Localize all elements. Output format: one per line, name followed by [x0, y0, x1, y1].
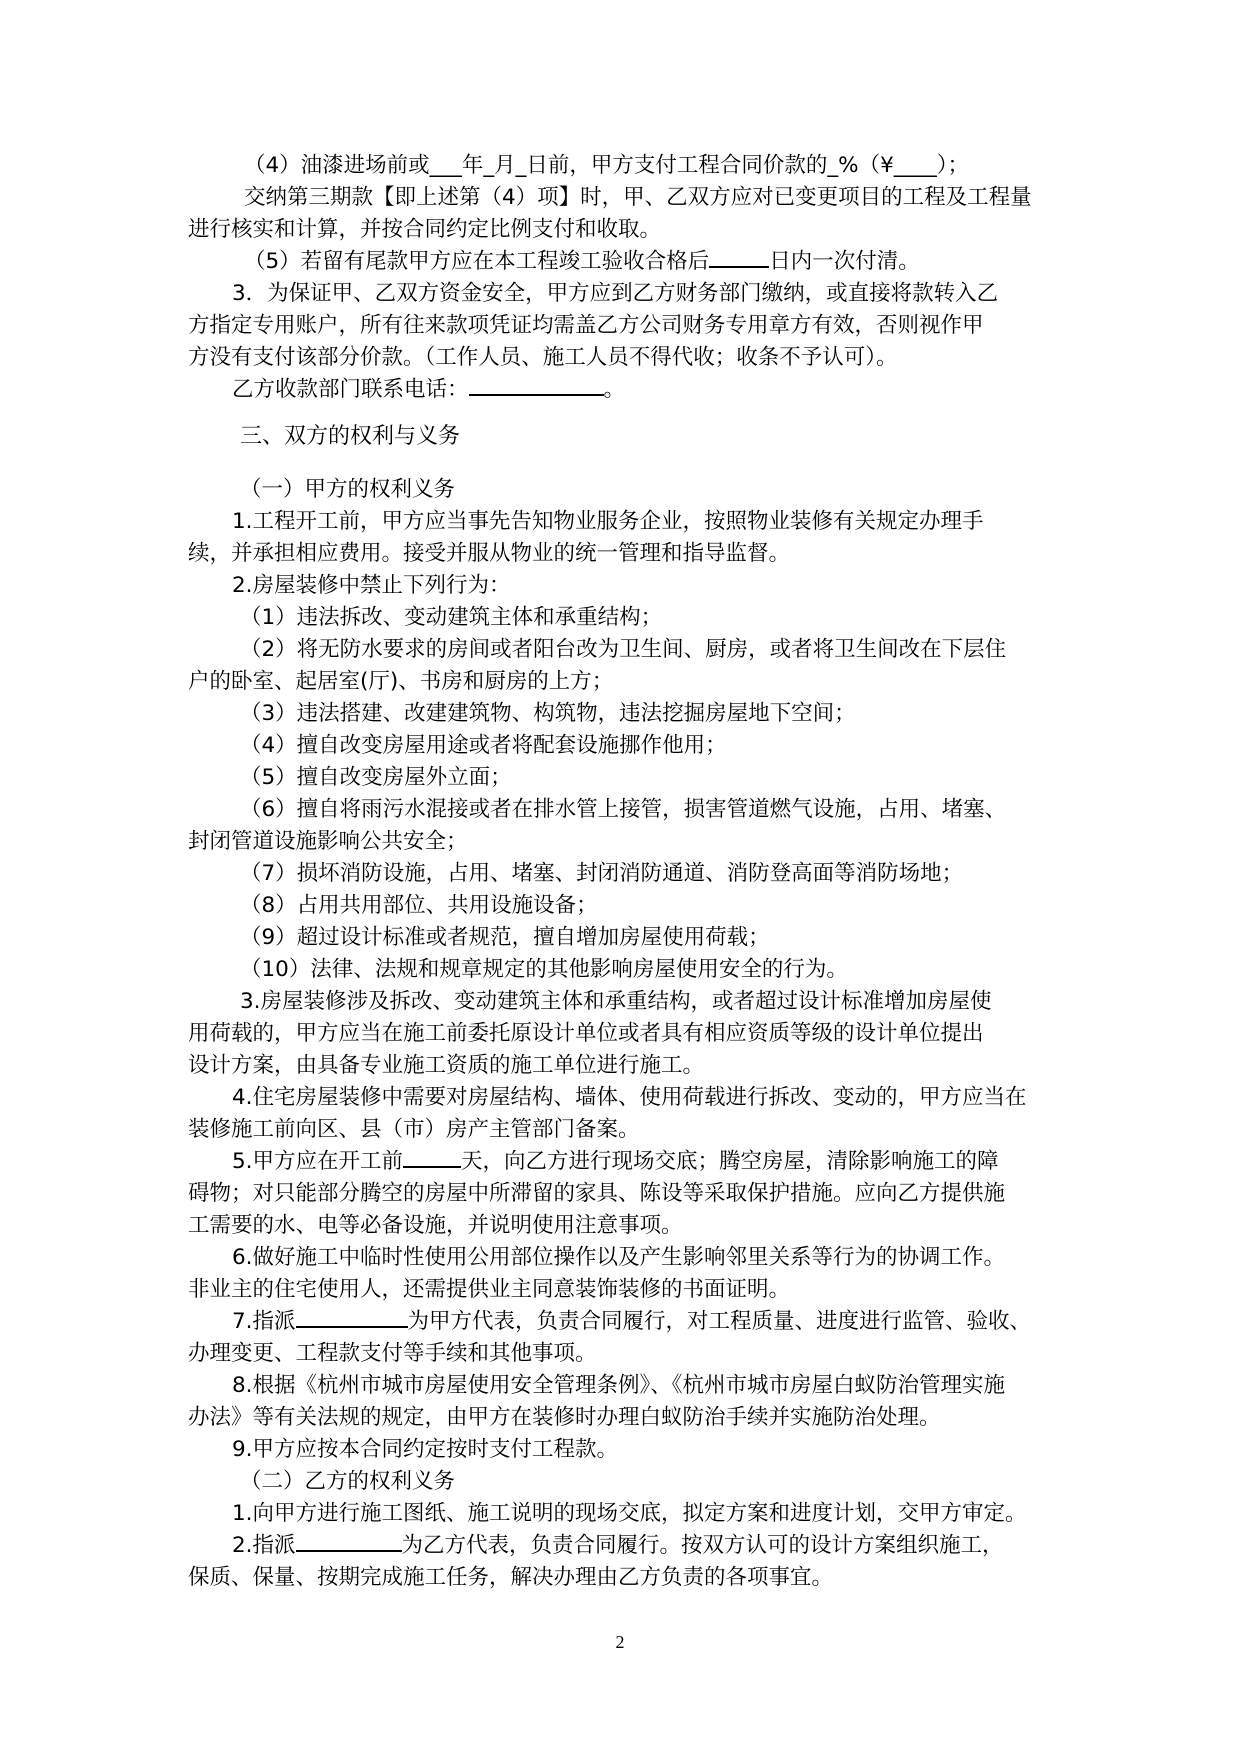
paragraph-a6-line2: 非业主的住宅使用人，还需提供业主同意装饰装修的书面证明。 — [188, 1277, 791, 1302]
list-item-prohibited-10: （10）法律、法规和规章规定的其他影响房屋使用安全的行为。 — [240, 957, 848, 982]
paragraph-a3-line2: 用荷载的，甲方应当在施工前委托原设计单位或者具有相应资质等级的设计单位提出 — [188, 1021, 984, 1046]
list-item-prohibited-1: （1）违法拆改、变动建筑主体和承重结构； — [240, 605, 663, 630]
paragraph-contact-phone — [232, 374, 625, 406]
a7-text-before: 7.指派 — [232, 1309, 296, 1334]
paragraph-a2: 2.房屋装修中禁止下列行为： — [232, 573, 511, 598]
paragraph-fund-safety-line3: 方没有支付该部分价款。（工作人员、施工人员不得代收；收条不予认可）。 — [188, 345, 898, 370]
paragraph-a6-line1: 6.做好施工中临时性使用公用部位操作以及产生影响邻里关系等行为的协调工作。 — [232, 1245, 1006, 1270]
list-item-prohibited-6-line1: （6）擅自将雨污水混接或者在排水管上接管，损害管道燃气设施，占用、堵塞、 — [240, 797, 1007, 822]
paragraph-a8-line2: 办法》等有关法规的规定，由甲方在装修时办理白蚁防治手续并实施防治处理。 — [188, 1405, 941, 1430]
list-item-prohibited-4: （4）擅自改变房屋用途或者将配套设施挪作他用； — [240, 733, 727, 758]
days-blank — [709, 246, 769, 268]
a5-text-before: 5.甲方应在开工前 — [232, 1149, 404, 1174]
b2-text-before: 2.指派 — [232, 1533, 296, 1558]
list-item-prohibited-5: （5）擅自改变房屋外立面； — [240, 765, 512, 790]
paragraph-a5-line3: 工需要的水、电等必备设施，并说明使用注意事项。 — [188, 1213, 683, 1238]
b2-text-after: 为乙方代表，负责合同履行。按双方认可的设计方案组织施工， — [401, 1533, 1004, 1558]
contact-phone-label: 乙方收款部门联系电话： — [232, 377, 469, 402]
list-item-prohibited-2-line1: （2）将无防水要求的房间或者阳台改为卫生间、厨房，或者将卫生间改在下层住 — [240, 637, 1007, 662]
paragraph-a1-line2: 续，并承担相应费用。接受并服从物业的统一管理和指导监督。 — [188, 541, 791, 566]
paragraph-payment-5 — [244, 246, 920, 278]
list-item-prohibited-8: （8）占用共用部位、共用设施设备； — [240, 893, 598, 918]
party-b-representative-blank — [296, 1530, 402, 1552]
phone-blank — [469, 374, 604, 396]
paragraph-b1: 1.向甲方进行施工图纸、施工说明的现场交底，拟定方案和进度计划，交甲方审定。 — [232, 1501, 1027, 1526]
paragraph-a4-line2: 装修施工前向区、县（市）房产主管部门备案。 — [188, 1117, 640, 1142]
payment-5-text-after: 日内一次付清。 — [769, 249, 920, 274]
paragraph-fund-safety-line1: 3．为保证甲、乙双方资金安全，甲方应到乙方财务部门缴纳，或直接将款转入乙 — [232, 281, 999, 306]
payment-5-text-before: （5）若留有尾款甲方应在本工程竣工验收合格后 — [244, 249, 710, 274]
paragraph-third-payment-line2: 进行核实和计算，并按合同约定比例支付和收取。 — [188, 217, 662, 242]
paragraph-a5-line1 — [232, 1146, 999, 1178]
list-item-prohibited-7: （7）损坏消防设施，占用、堵塞、封闭消防通道、消防登高面等消防场地； — [240, 861, 964, 886]
paragraph-a4-line1: 4.住宅房屋装修中需要对房屋结构、墙体、使用荷载进行拆改、变动的，甲方应当在 — [232, 1085, 1027, 1110]
days-before-start-blank — [403, 1146, 461, 1168]
subheading-party-a: （一）甲方的权利义务 — [240, 477, 456, 502]
paragraph-a9: 9.甲方应按本合同约定按时支付工程款。 — [232, 1437, 619, 1462]
paragraph-payment-4: （4）油漆进场前或___年_月_日前，甲方支付工程合同价款的_%（¥____）； — [244, 153, 970, 178]
page-number: 2 — [615, 1632, 625, 1652]
paragraph-a7-line1 — [232, 1306, 1031, 1338]
paragraph-a7-line2: 办理变更、工程款支付等手续和其他事项。 — [188, 1341, 597, 1366]
party-a-representative-blank — [296, 1306, 408, 1328]
paragraph-b2-line1 — [232, 1530, 1004, 1562]
list-item-prohibited-6-line2: 封闭管道设施影响公共安全； — [188, 829, 468, 854]
list-item-prohibited-2-line2: 户的卧室、起居室(厅)、书房和厨房的上方； — [188, 669, 614, 694]
paragraph-fund-safety-line2: 方指定专用账户，所有往来款项凭证均需盖乙方公司财务专用章方有效，否则视作甲 — [188, 313, 984, 338]
paragraph-a1-line1: 1.工程开工前，甲方应当事先告知物业服务企业，按照物业装修有关规定办理手 — [232, 509, 984, 534]
paragraph-a3-line1: 3.房屋装修涉及拆改、变动建筑主体和承重结构，或者超过设计标准增加房屋使 — [240, 989, 992, 1014]
contact-phone-end: 。 — [603, 377, 626, 402]
paragraph-b2-line2: 保质、保量、按期完成施工任务，解决办理由乙方负责的各项事宜。 — [188, 1565, 834, 1590]
paragraph-a5-line2: 碍物；对只能部分腾空的房屋中所滞留的家具、陈设等采取保护措施。应向乙方提供施 — [188, 1181, 1006, 1206]
paragraph-a3-line3: 设计方案，由具备专业施工资质的施工单位进行施工。 — [188, 1053, 705, 1078]
subheading-party-b: （二）乙方的权利义务 — [240, 1469, 456, 1494]
a5-text-after: 天，向乙方进行现场交底；腾空房屋，清除影响施工的障 — [461, 1149, 999, 1174]
list-item-prohibited-9: （9）超过设计标准或者规范，擅自增加房屋使用荷载； — [240, 925, 770, 950]
a7-text-after: 为甲方代表，负责合同履行，对工程质量、进度进行监管、验收、 — [407, 1309, 1032, 1334]
paragraph-a8-line1: 8.根据《杭州市城市房屋使用安全管理条例》、《杭州市城市房屋白蚁防治管理实施 — [232, 1373, 1006, 1398]
section-heading-rights-obligations: 三、双方的权利与义务 — [240, 424, 461, 449]
paragraph-third-payment-line1: 交纳第三期款【即上述第（4）项】时，甲、乙双方应对已变更项目的工程及工程量 — [244, 185, 1032, 210]
list-item-prohibited-3: （3）违法搭建、改建建筑物、构筑物，违法挖掘房屋地下空间； — [240, 701, 856, 726]
